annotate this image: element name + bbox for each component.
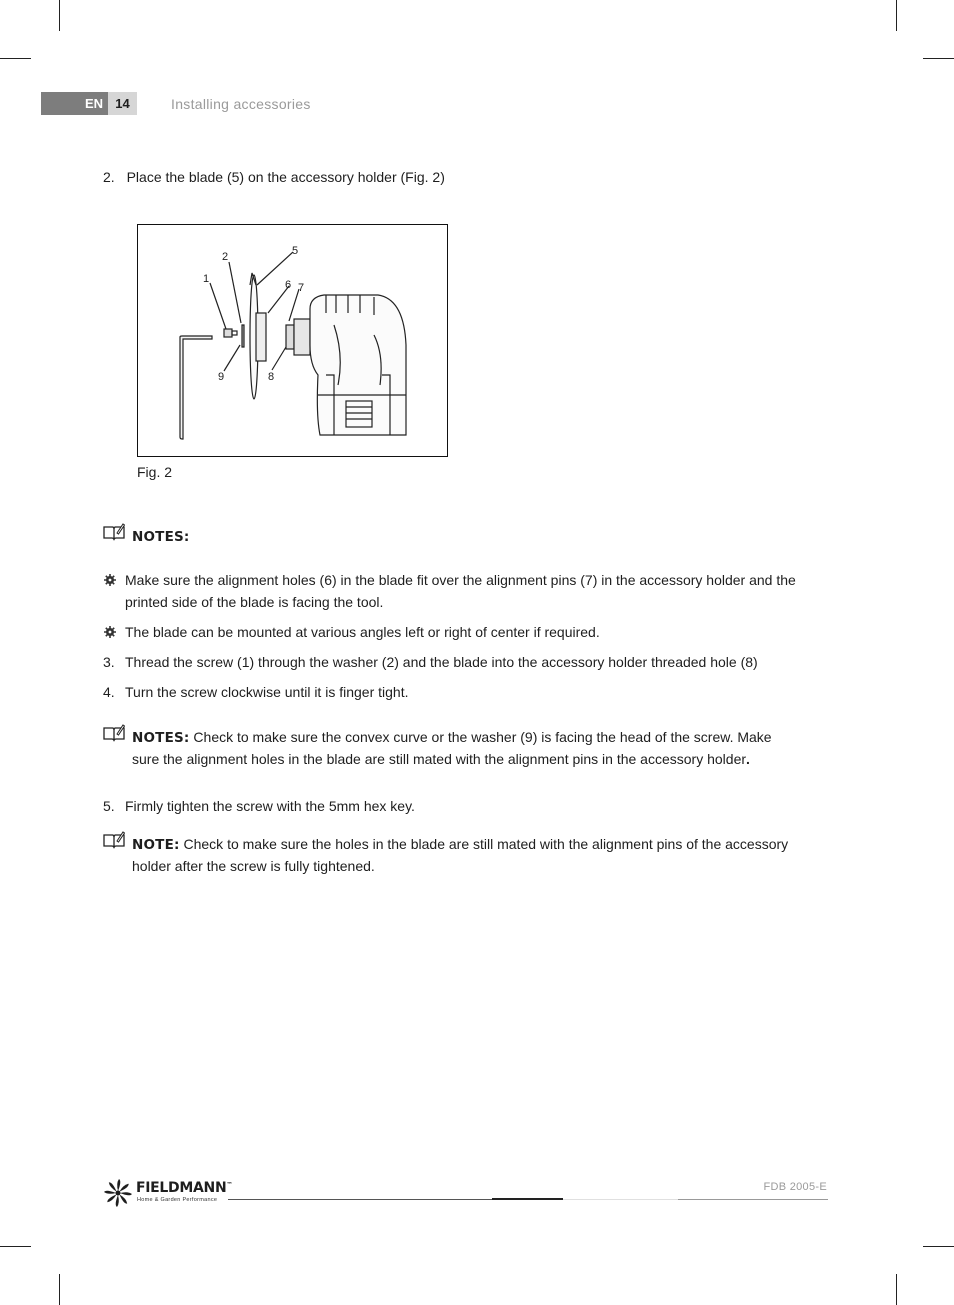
step-number: 3. (103, 654, 115, 670)
notes-2-line-1: NOTES: Check to make sure the convex curve or the washer (9) is facing the head of the screw. Make (132, 729, 772, 746)
step-2 (103, 166, 445, 188)
callout-2: 2 (222, 251, 229, 263)
callout-6: 6 (285, 279, 292, 291)
page-number: 14 (108, 92, 137, 115)
trademark: ™ (226, 1181, 233, 1189)
language-tag: EN (41, 92, 108, 115)
gear-bullet-icon (103, 625, 117, 639)
gear-bullet-icon (103, 573, 117, 587)
page-header (41, 92, 311, 115)
callout-5: 5 (292, 245, 299, 257)
brand-name: FIELDMANN (136, 1180, 227, 1196)
callout-7: 7 (298, 282, 305, 294)
note-bullet-line: Make sure the alignment holes (6) in the blade fit over the alignment pins (7) in the accessory holder and the (125, 572, 796, 588)
note-bullet-line: printed side of the blade is facing the tool. (125, 594, 384, 610)
note-book-icon (103, 523, 125, 541)
crop-mark (59, 1274, 60, 1305)
note-book-icon (103, 831, 125, 849)
crop-mark (0, 1246, 31, 1247)
note-3-line-1: NOTE: Check to make sure the holes in the blade are still mated with the alignment pins of the accessory (132, 836, 789, 853)
footer-rule (563, 1199, 678, 1200)
footer-rule (678, 1199, 828, 1200)
step-number: 5. (103, 798, 115, 814)
crop-mark (923, 58, 954, 59)
callout-1: 1 (203, 273, 210, 285)
flower-logo-icon (103, 1178, 133, 1208)
section-title: Installing accessories (171, 95, 311, 112)
step-5-text: Firmly tighten the screw with the 5mm hex key. (125, 798, 415, 814)
brand-tagline: Home & Garden Performance (137, 1197, 218, 1203)
step-number: 2. (103, 169, 115, 185)
footer-rule (228, 1199, 492, 1200)
figure-2 (137, 224, 448, 457)
crop-mark (0, 58, 31, 59)
step-3-text: Thread the screw (1) through the washer (2) and the blade into the accessory holder threaded hole (8) (125, 654, 758, 670)
crop-mark (59, 0, 60, 31)
callout-9: 9 (218, 371, 225, 383)
footer-rule (492, 1198, 563, 1200)
note-bullet-line: The blade can be mounted at various angles left or right of center if required. (125, 624, 600, 640)
step-text: Place the blade (5) on the accessory holder (Fig. 2) (126, 169, 445, 185)
model-number: FDB 2005-E (763, 1181, 827, 1193)
crop-mark (896, 0, 897, 31)
note-book-icon (103, 724, 125, 742)
crop-mark (896, 1274, 897, 1305)
figure-caption: Fig. 2 (137, 464, 173, 480)
notes-heading: NOTES: (132, 529, 190, 545)
blade-assembly-illustration (138, 225, 446, 455)
step-number: 4. (103, 684, 115, 700)
crop-mark (923, 1246, 954, 1247)
step-4-text: Turn the screw clockwise until it is finger tight. (125, 684, 409, 700)
notes-2-line-2: sure the alignment holes in the blade are still mated with the alignment pins in the accessory holder. (132, 751, 750, 767)
callout-8: 8 (268, 371, 275, 383)
fieldmann-logo (103, 1177, 233, 1209)
note-3-line-2: holder after the screw is fully tightened. (132, 858, 375, 874)
